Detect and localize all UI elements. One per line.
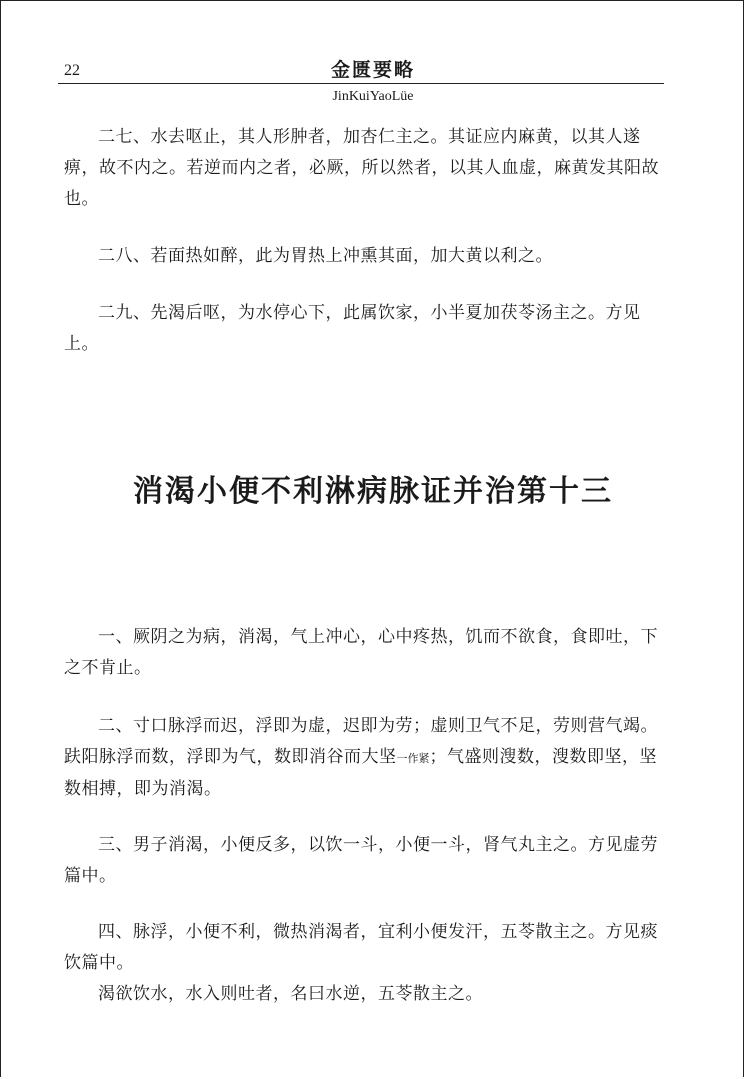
paragraph-2-text-a: 二、寸口脉浮而迟，浮即为虚，迟即为劳；虚则卫气不足，劳则营气竭。趺阳脉浮而数，浮即为气，数即消谷而大坚 <box>64 716 658 767</box>
paragraph-29: 二九、先渴后呕，为水停心下，此属饮家，小半夏加茯苓汤主之。方见上。 <box>64 303 641 354</box>
paragraph-2 <box>64 711 668 805</box>
running-subtitle: JinKuiYaoLüe <box>332 89 414 104</box>
running-title: 金匮要略 <box>330 59 415 81</box>
header-rule <box>58 83 664 84</box>
paragraph-2-text-b: ；气盛则溲数，溲数即坚，坚数相搏，即为消渴。 <box>64 747 657 799</box>
paragraph-2-annotation: 一作紧 <box>396 752 430 765</box>
page-number: 22 <box>64 62 80 79</box>
paragraph-27: 二七、水去呕止，其人形肿者，加杏仁主之。其证应内麻黄，以其人遂痹，故不内之。若逆而内之者，必厥，所以然者，以其人血虚，麻黄发其阳故也。 <box>64 127 659 209</box>
paragraph-28: 二八、若面热如醉，此为胃热上冲熏其面，加大黄以利之。 <box>98 246 553 266</box>
paragraph-5: 渴欲饮水，水入则吐者，名曰水逆，五苓散主之。 <box>98 984 483 1004</box>
chapter-title: 消渴小便不利淋病脉证并治第十三 <box>133 474 613 509</box>
paragraph-1: 一、厥阴之为病，消渴，气上冲心，心中疼热，饥而不欲食，食即吐，下之不肯止。 <box>64 627 658 678</box>
paragraph-4: 四、脉浮，小便不利，微热消渴者，宜利小便发汗，五苓散主之。方见痰饮篇中。 <box>64 922 658 973</box>
paragraph-3: 三、男子消渴，小便反多，以饮一斗，小便一斗，肾气丸主之。方见虚劳篇中。 <box>64 835 658 886</box>
